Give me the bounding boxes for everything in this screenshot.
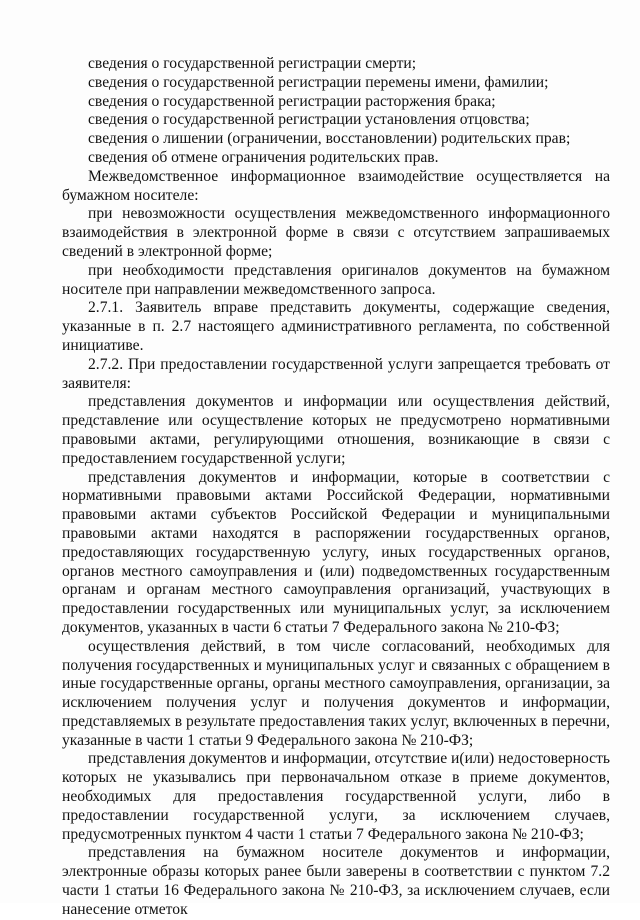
paragraph-paper-copies: представления на бумажном носителе документов и информации, электронные образы которых ранее были заверены в соответствии с пунктом 7.2 части 1 статьи 16 Федерального закона № 210-ФЗ, за исключением случаев, если нанесение отметок <box>62 844 610 918</box>
list-item: сведения о государственной регистрации смерти; <box>88 55 417 72</box>
paragraph-interaction-paper: Межведомственное информационное взаимодействие осуществляется на бумажном носителе: <box>62 167 610 204</box>
paragraph-2-7-2: 2.7.2. При предоставлении государственной услуги запрещается требовать от заявителя: <box>62 355 610 392</box>
list-item: сведения о лишении (ограничении, восстановлении) родительских прав; <box>88 130 571 148</box>
paragraph-actions-approvals: осуществления действий, в том числе согласований, необходимых для получения государственных и муниципальных услуг и связанных с обращением в иные государственные органы, органы местного самоуправления, организации, за исключением получения услуг и получения документов и информации, представляемых в результате предоставления таких услуг, включенных в перечни, указанные в части 1 статьи 9 Федерального закона № 210-ФЗ; <box>62 637 610 749</box>
list-item: сведения о государственной регистрации расторжения брака; <box>88 92 496 110</box>
paragraph-no-electronic: при невозможности осуществления межведомственного информационного взаимодействия в электронной форме в связи с отсутствием запрашиваемых сведений в электронной форме; <box>62 205 610 260</box>
paragraph-first-refusal: представления документов и информации, отсутствие и(или) недостоверность которых не указывались при первоначальном отказе в приеме документов, необходимых для предоставления государственной услуги, либо в предоставлении государственной услуги, за исключением случаев, предусмотренных пунктом 4 части 1 статьи 7 Федерального закона № 210-ФЗ; <box>62 750 611 843</box>
paragraph-not-required-docs: представления документов и информации или осуществления действий, представление или осуществление которых не предусмотрено нормативными правовыми актами, регулирующими отношения, возникающие в связи с предоставлением государственной услуги; <box>62 393 610 467</box>
paragraph-2-7-1: 2.7.1. Заявитель вправе представить документы, содержащие сведения, указанные в п. 2.7 настоящего административного регламента, по собственной инициативе. <box>62 299 610 354</box>
document-body <box>62 55 610 920</box>
list-item: сведения о государственной регистрации установления отцовства; <box>88 111 530 129</box>
list-item: сведения о государственной регистрации перемены имени, фамилии; <box>88 73 549 91</box>
paragraph-docs-in-possession: представления документов и информации, которые в соответствии с нормативными правовыми актами Российской Федерации, нормативными правовыми актами субъектов Российской Федерации и муниципальными правовыми актами находятся в распоряжении государственных органов, предоставляющих государственную услугу, иных государственных органов, органов местного самоуправления и (или) подведомственных государственным органам и органам местного самоуправления организаций, участвующих в предоставлении государственных или муниципальных услуг, за исключением документов, указанных в части 6 статьи 7 Федерального закона № 210-ФЗ; <box>62 468 610 636</box>
paragraph-originals-needed: при необходимости представления оригиналов документов на бумажном носителе при направлении межведомственного запроса. <box>62 261 610 298</box>
list-item: сведения об отмене ограничения родительских прав. <box>88 148 439 166</box>
